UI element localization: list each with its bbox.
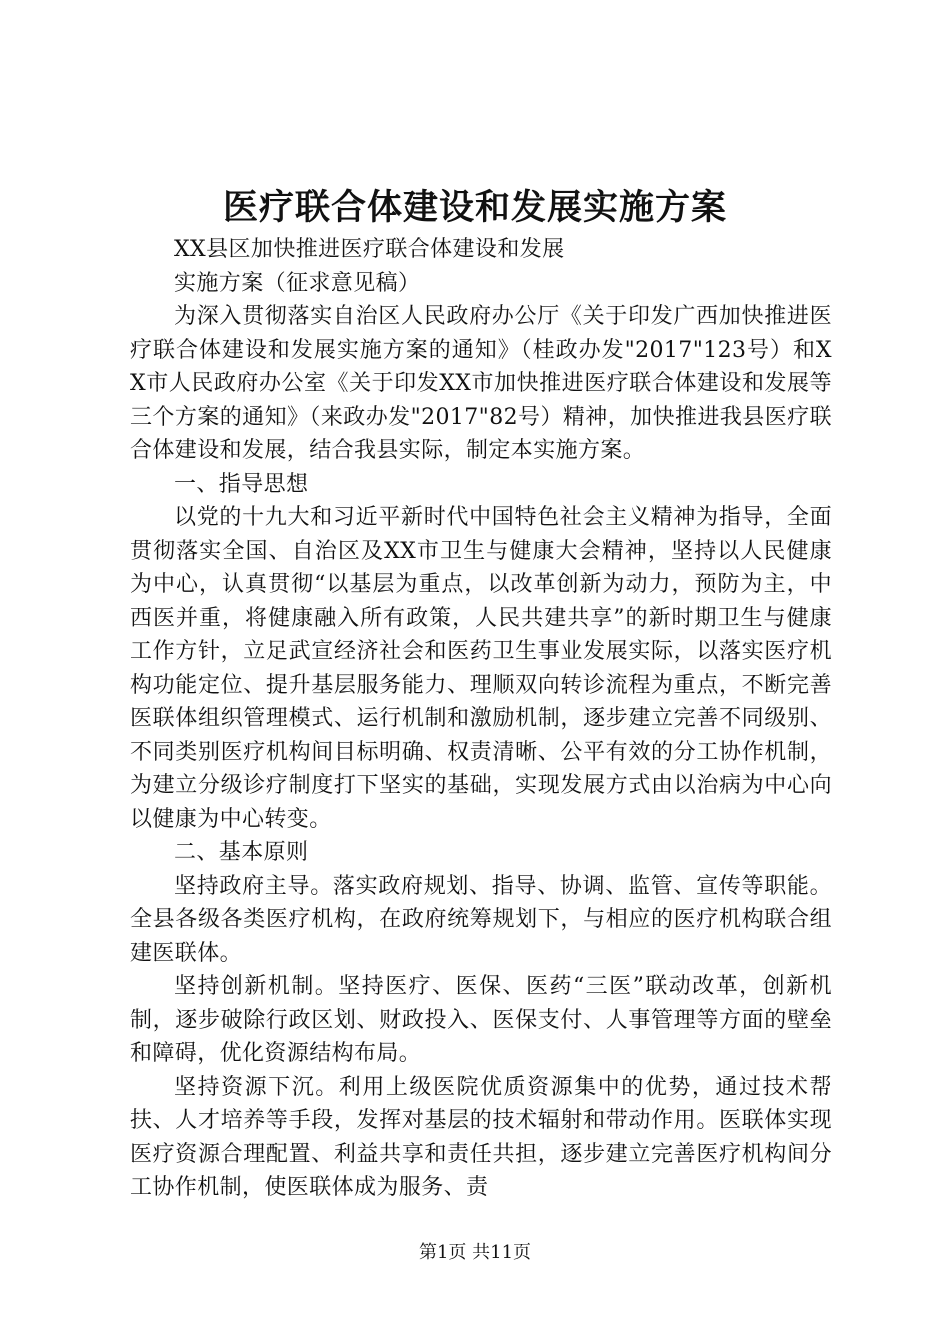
section-heading-1: 一、指导思想 bbox=[174, 471, 309, 497]
document-body bbox=[130, 233, 832, 1205]
section-heading-2: 二、基本原则 bbox=[174, 840, 309, 865]
paragraph-guiding-thought: 以党的十九大和习近平新时代中国特色社会主义精神为指导，全面贯彻落实全国、自治区及XX市卫生与健康大会精神，坚持以人民健康为中心，认真贯彻“以基层为重点，以改革创新为动力，预防为主，中西医并重，将健康融入所有政策，人民共建共享”的新时期卫生与健康工作方针，立足武宣经济社会和医药卫生事业发展实际，以落实医疗机构功能定位、提升基层服务能力、理顺双向转诊流程为重点，不断完善医联体组织管理模式、运行机制和激励机制，逐步建立完善不同级别、不同类别医疗机构间目标明确、权责清晰、公平有效的分工协作机制，为建立分级诊疗制度打下坚实的基础，实现发展方式由以治病为中心向以健康为中心转变。 bbox=[130, 505, 832, 832]
paragraph-principle-1: 坚持政府主导。落实政府规划、指导、协调、监管、宣传等职能。全县各级各类医疗机构，在政府统筹规划下，与相应的医疗机构联合组建医联体。 bbox=[130, 873, 832, 966]
paragraph-subtitle-2: 实施方案（征求意见稿） bbox=[174, 270, 421, 296]
paragraph-intro: 为深入贯彻落实自治区人民政府办公厅《关于印发广西加快推进医疗联合体建设和发展实施方案的通知》（桂政办发"2017"123号）和XX市人民政府办公室《关于印发XX市加快推进医疗联合体建设和发展等三个方案的通知》（来政办发"2017"82号）精神，加快推进我县医疗联合体建设和发展，结合我县实际，制定本实施方案。 bbox=[130, 304, 832, 463]
document-title: 医疗联合体建设和发展实施方案 bbox=[222, 187, 727, 228]
paragraph-principle-2: 坚持创新机制。坚持医疗、医保、医药“三医”联动改革，创新机制，逐步破除行政区划、财政投入、医保支付、人事管理等方面的壁垒和障碍，优化资源结构布局。 bbox=[130, 974, 832, 1066]
paragraph-principle-3: 坚持资源下沉。利用上级医院优质资源集中的优势，通过技术帮扶、人才培养等手段，发挥对基层的技术辐射和带动作用。医联体实现医疗资源合理配置、利益共享和责任共担，逐步建立完善医疗机构间分工协作机制，使医联体成为服务、责 bbox=[130, 1074, 832, 1200]
paragraph-subtitle-1: XX县区加快推进医疗联合体建设和发展 bbox=[174, 237, 565, 262]
page-footer: 第1页 共11页 bbox=[418, 1242, 532, 1263]
